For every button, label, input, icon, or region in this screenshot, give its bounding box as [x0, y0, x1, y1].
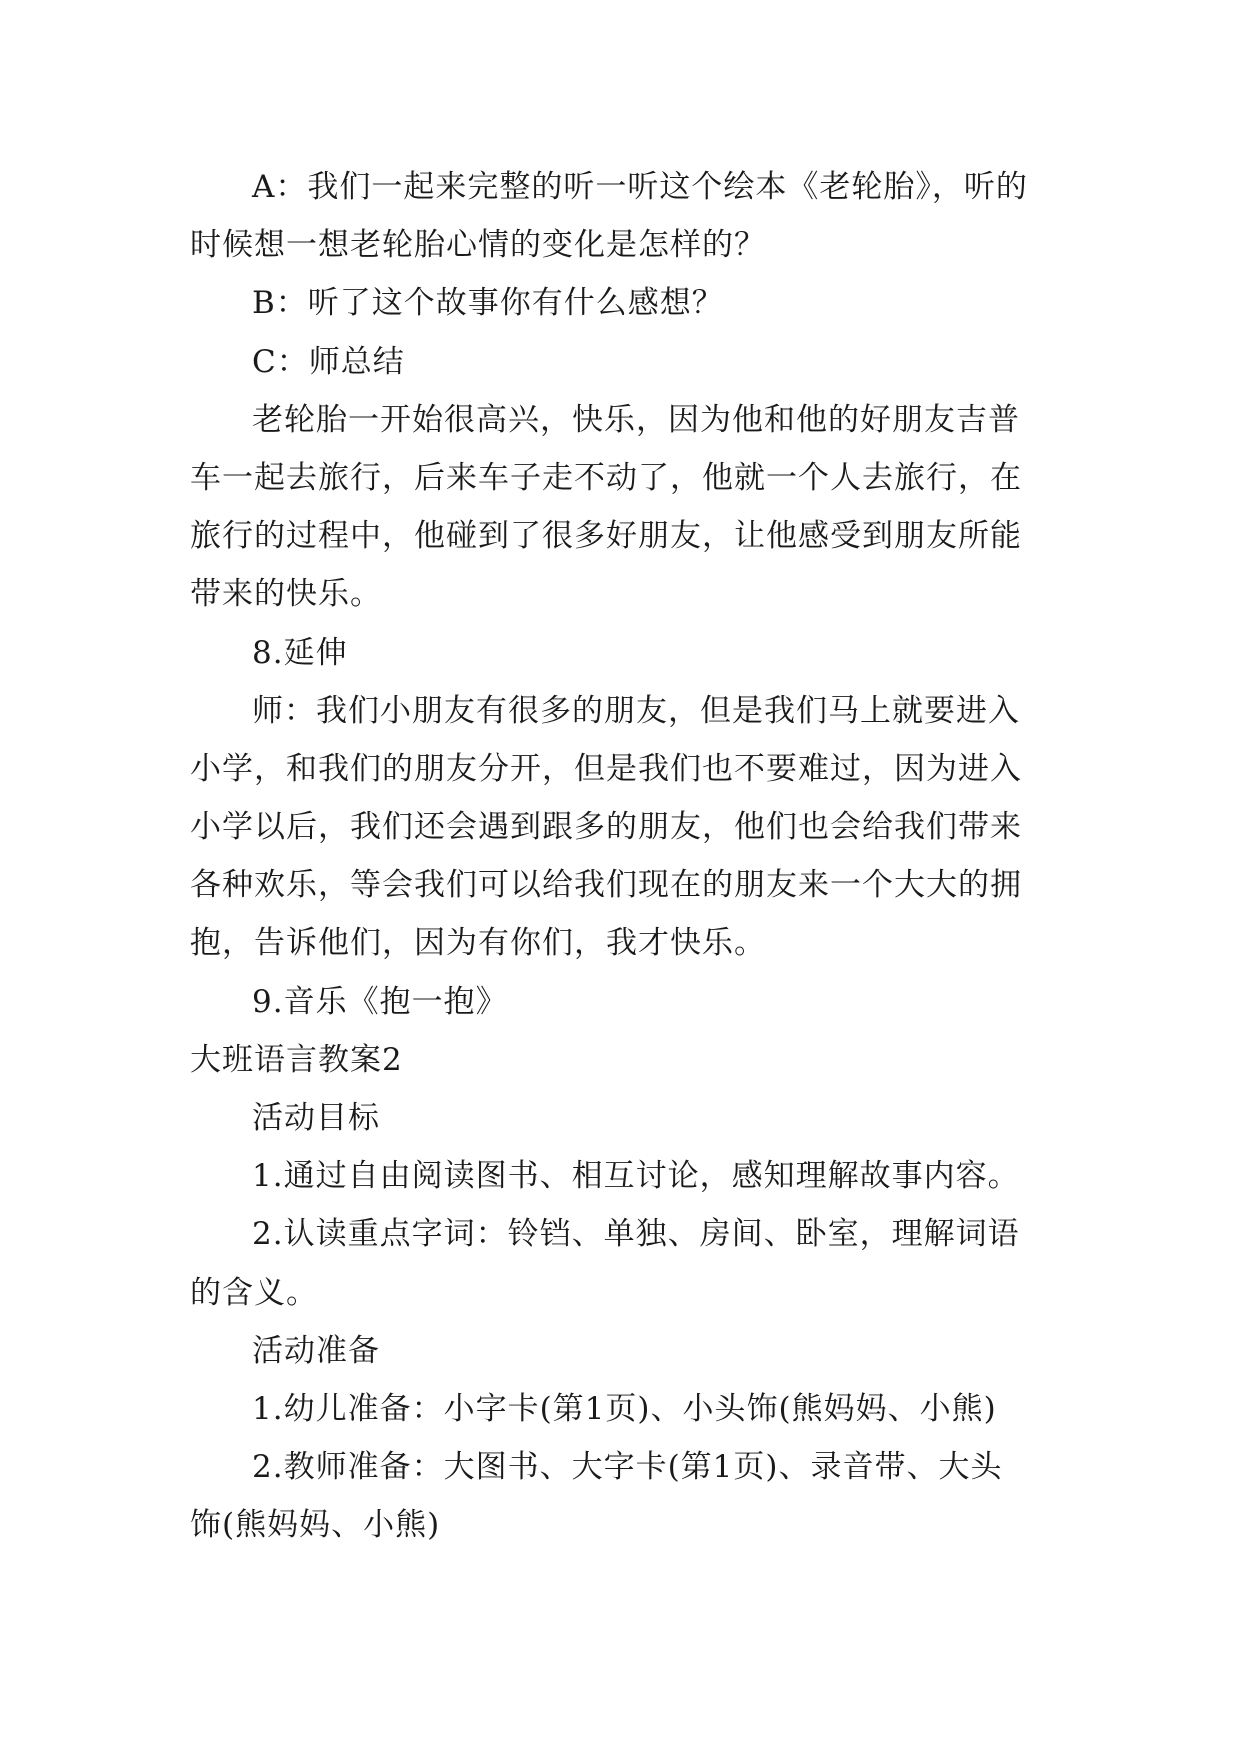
- paragraph-line: 师：我们小朋友有很多的朋友，但是我们马上就要进入: [252, 692, 1020, 729]
- list-item: 1.幼儿准备：小字卡(第1页)、小头饰(熊妈妈、小熊): [252, 1390, 997, 1427]
- list-item: 2.教师准备：大图书、大字卡(第1页)、录音带、大头: [252, 1449, 1003, 1486]
- section-heading: 8.延伸: [252, 634, 348, 671]
- document-body: [190, 158, 1070, 1555]
- paragraph-line: 小学以后，我们还会遇到跟多的朋友，他们也会给我们带来: [190, 809, 1022, 846]
- paragraph-line: 抱，告诉他们，因为有你们，我才快乐。: [190, 925, 766, 962]
- paragraph-line: 的含义。: [190, 1274, 318, 1311]
- paragraph-line: 饰(熊妈妈、小熊): [190, 1507, 441, 1544]
- paragraph-line: 时候想一想老轮胎心情的变化是怎样的？: [190, 227, 766, 264]
- section-heading: 9.音乐《抱一抱》: [252, 983, 508, 1020]
- paragraph-line: 旅行的过程中，他碰到了很多好朋友，让他感受到朋友所能: [190, 518, 1022, 555]
- list-item: 1.通过自由阅读图书、相互讨论，感知理解故事内容。: [252, 1158, 1020, 1195]
- section-heading: 活动准备: [252, 1332, 380, 1369]
- paragraph-line: A：我们一起来完整的听一听这个绘本《老轮胎》，听的: [252, 169, 1028, 205]
- section-heading: 活动目标: [252, 1100, 380, 1136]
- paragraph-line: C：师总结: [252, 343, 405, 380]
- paragraph-line: 小学，和我们的朋友分开，但是我们也不要难过，因为进入: [190, 750, 1022, 787]
- paragraph-line: 老轮胎一开始很高兴，快乐，因为他和他的好朋友吉普: [252, 401, 1020, 438]
- list-item: 2.认读重点字词：铃铛、单独、房间、卧室，理解词语: [252, 1216, 1020, 1253]
- paragraph-line: 车一起去旅行，后来车子走不动了，他就一个人去旅行，在: [190, 459, 1022, 496]
- paragraph-line: 带来的快乐。: [190, 576, 382, 613]
- paragraph-line: B：听了这个故事你有什么感想？: [252, 285, 724, 322]
- document-title: 大班语言教案2: [190, 1041, 403, 1078]
- paragraph-line: 各种欢乐，等会我们可以给我们现在的朋友来一个大大的拥: [190, 867, 1022, 904]
